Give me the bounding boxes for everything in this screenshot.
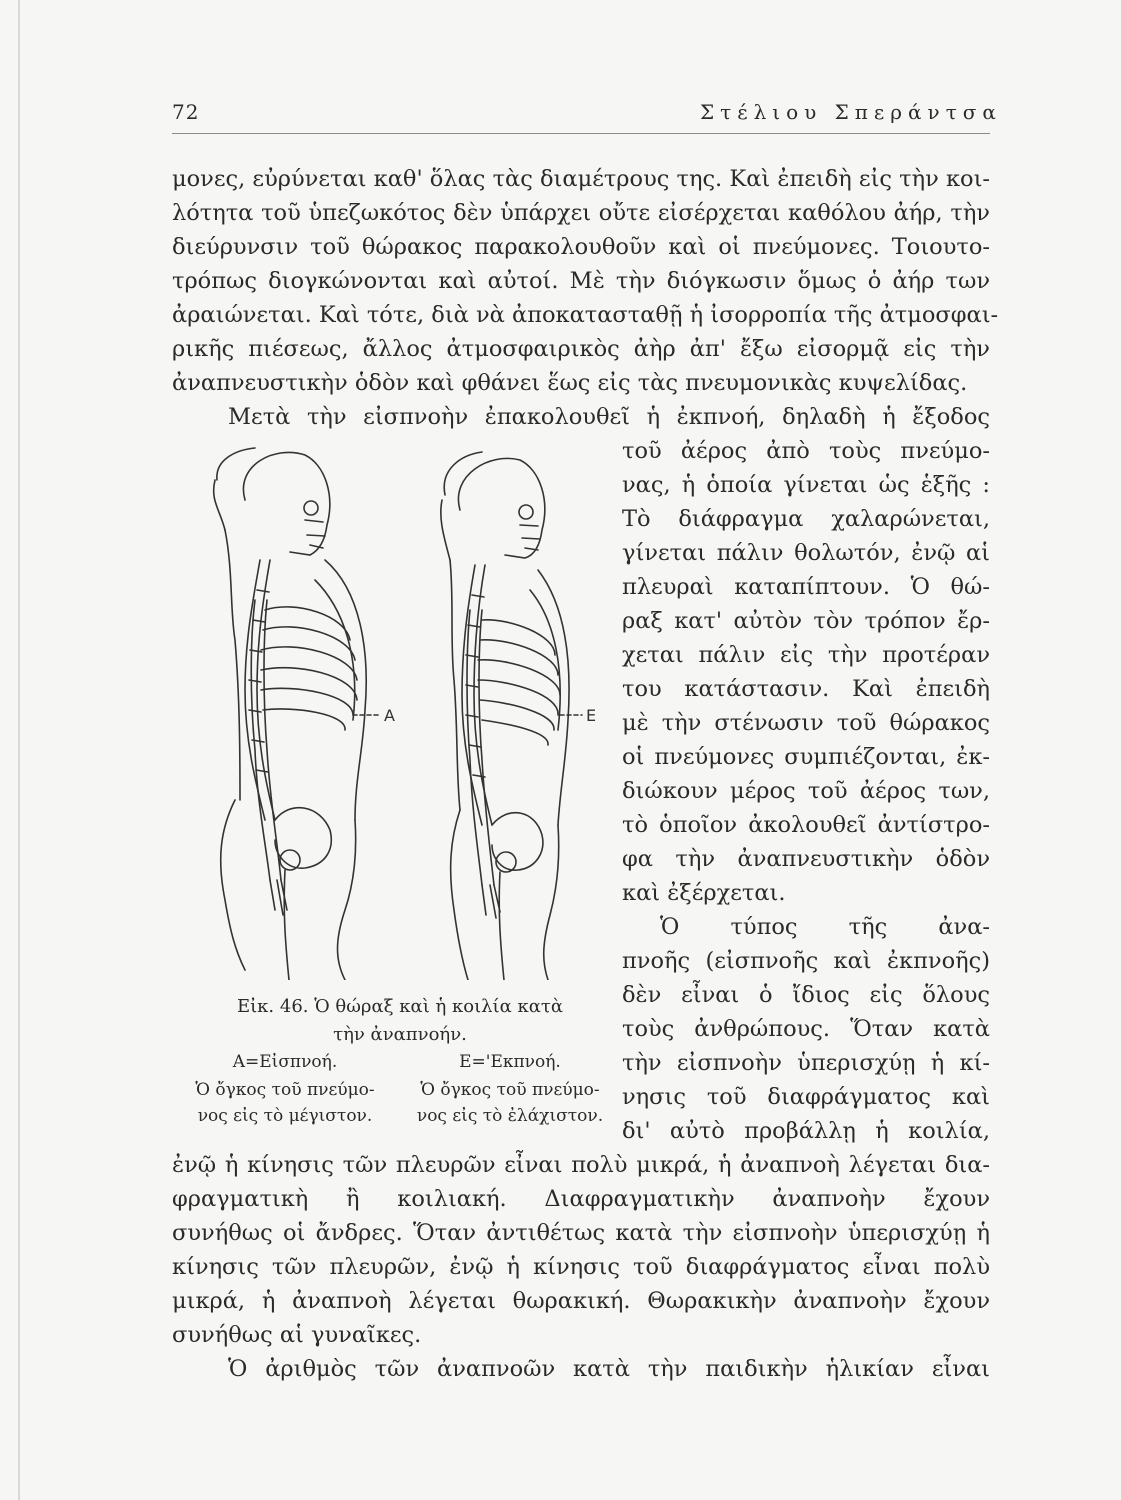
body-line: κίνησις τῶν πλευρῶν, ἐνῷ ἡ κίνησις τοῦ διαφράγματος εἶναι πολὺ	[172, 1254, 990, 1280]
body-line: Τὸ διάφραγμα χαλαρώνεται,	[622, 506, 990, 532]
body-line: ἀραιώνεται. Καὶ τότε, διὰ νὰ ἀποκατασταθῇ ἡ ἰσορροπία τῆς ἀτμοσφαι-	[172, 302, 999, 328]
figure-illustration	[195, 440, 615, 980]
body-line: πνοῆς (εἰσπνοῆς καὶ ἐκπνοῆς)	[622, 948, 990, 974]
body-line: ἀναπνευστικὴν ὁδὸν καὶ φθάνει ἕως εἰς τὰς πνευμονικὰς κυψελίδας.	[172, 370, 968, 396]
body-line: ἐνῷ ἡ κίνησις τῶν πλευρῶν εἶναι πολὺ μικρά, ἡ ἀναπνοὴ λέγεται δια-	[172, 1152, 990, 1178]
body-line: γίνεται πάλιν θολωτόν, ἐνῷ αἱ	[622, 540, 990, 566]
body-line: χεται πάλιν εἰς τὴν προτέραν	[622, 642, 990, 668]
note-expiration: Ὁ ὄγκος τοῦ πνεύμο-	[420, 1080, 600, 1100]
body-line: τοὺς ἀνθρώπους. Ὅταν κατὰ	[622, 1016, 990, 1042]
body-line: διώκουν μέρος τοῦ ἀέρος των,	[622, 778, 990, 804]
paragraph-first-line: Ὁ ἀριθμὸς τῶν ἀναπνοῶν κατὰ τὴν παιδικὴν ἡλικίαν εἶναι	[228, 1356, 990, 1382]
body-line: μονες, εὐρύνεται καθ' ὅλας τὰς διαμέτρους της. Καὶ ἐπειδὴ εἰς τὴν κοι-	[172, 166, 990, 192]
body-line: δι' αὐτὸ προβάλλῃ ἡ κοιλία,	[622, 1118, 990, 1144]
body-line: καὶ ἐξέρχεται.	[622, 880, 786, 906]
skeleton-inspiration	[214, 448, 380, 980]
body-line: πλευραὶ καταπίπτουν. Ὁ θώ-	[622, 574, 990, 600]
body-line: συνήθως οἱ ἄνδρες. Ὅταν ἀντιθέτως κατὰ τὴν εἰσπνοὴν ὑπερισχύῃ ἡ	[172, 1220, 990, 1246]
page-number: 72	[172, 100, 200, 124]
paragraph-first-line: Μετὰ τὴν εἰσπνοὴν ἐπακολουθεῖ ἡ ἐκπνοή, δηλαδὴ ἡ ἔξοδος	[228, 404, 990, 430]
body-line: τοῦ ἀέρος ἀπὸ τοὺς πνεύμο-	[622, 438, 990, 464]
legend-inspiration: A=Εἰσπνοή.	[232, 1052, 338, 1072]
body-line: μὲ τὴν στένωσιν τοῦ θώρακος	[622, 710, 990, 736]
figure-caption: τὴν ἀναπνοήν.	[333, 1024, 467, 1045]
body-line: διεύρυνσιν τοῦ θώρακος παρακολουθοῦν καὶ οἱ πνεύμονες. Τοιουτο-	[172, 234, 990, 260]
note-inspiration: Ὁ ὄγκος τοῦ πνεύμο-	[195, 1080, 375, 1100]
body-line: φραγματικὴ ἢ κοιλιακή. Διαφραγματικὴν ἀναπνοὴν ἔχουν	[172, 1186, 990, 1212]
body-line: τὸ ὁποῖον ἀκολουθεῖ ἀντίστρο-	[622, 812, 990, 838]
body-line: ραξ κατ' αὐτὸν τὸν τρόπον ἔρ-	[622, 608, 990, 634]
body-line: συνήθως αἱ γυναῖκες.	[172, 1322, 422, 1348]
note-inspiration: νος εἰς τὸ μέγιστον.	[197, 1106, 373, 1126]
paragraph-first-line: Ὁ τύπος τῆς ἀνα-	[660, 914, 990, 940]
body-line: νησις τοῦ διαφράγματος καὶ	[622, 1084, 990, 1110]
body-line: τὴν εἰσπνοὴν ὑπερισχύῃ ἡ κί-	[622, 1050, 990, 1076]
figure-caption: Εἰκ. 46. Ὁ θώραξ καὶ ἡ κοιλία κατὰ	[236, 996, 563, 1017]
body-line: τρόπως διογκώνονται καὶ αὐτοί. Μὲ τὴν διόγκωσιν ὅμως ὁ ἀήρ των	[172, 268, 990, 294]
body-line: του κατάστασιν. Καὶ ἐπειδὴ	[622, 676, 990, 702]
note-expiration: νος εἰς τὸ ἐλάχιστον.	[416, 1106, 604, 1126]
body-line: νας, ἡ ὁποία γίνεται ὡς ἑξῆς :	[622, 472, 990, 498]
body-line: λότητα τοῦ ὑπεζωκότος δὲν ὑπάρχει οὔτε εἰσέρχεται καθόλου ἀήρ, τὴν	[172, 200, 990, 226]
skeleton-expiration	[441, 452, 582, 980]
figure-label-e: E	[586, 706, 597, 725]
header-rule	[172, 133, 990, 134]
body-line: οἱ πνεύμονες συμπιέζονται, ἐκ-	[622, 744, 990, 770]
legend-expiration: E='Εκπνοή.	[459, 1052, 561, 1072]
figure-label-a: A	[384, 706, 395, 725]
page-edge	[18, 0, 20, 1500]
running-title: Στέλιου Σπεράντσα	[700, 100, 1002, 124]
body-line: δὲν εἶναι ὁ ἴδιος εἰς ὅλους	[622, 982, 990, 1008]
body-line: φα τὴν ἀναπνευστικὴν ὁδὸν	[622, 846, 990, 872]
body-line: ρικῆς πιέσεως, ἄλλος ἀτμοσφαιρικὸς ἀὴρ ἀπ' ἔξω εἰσορμᾷ εἰς τὴν	[172, 336, 990, 362]
body-line: μικρά, ἡ ἀναπνοὴ λέγεται θωρακική. Θωρακικὴν ἀναπνοὴν ἔχουν	[172, 1288, 990, 1314]
